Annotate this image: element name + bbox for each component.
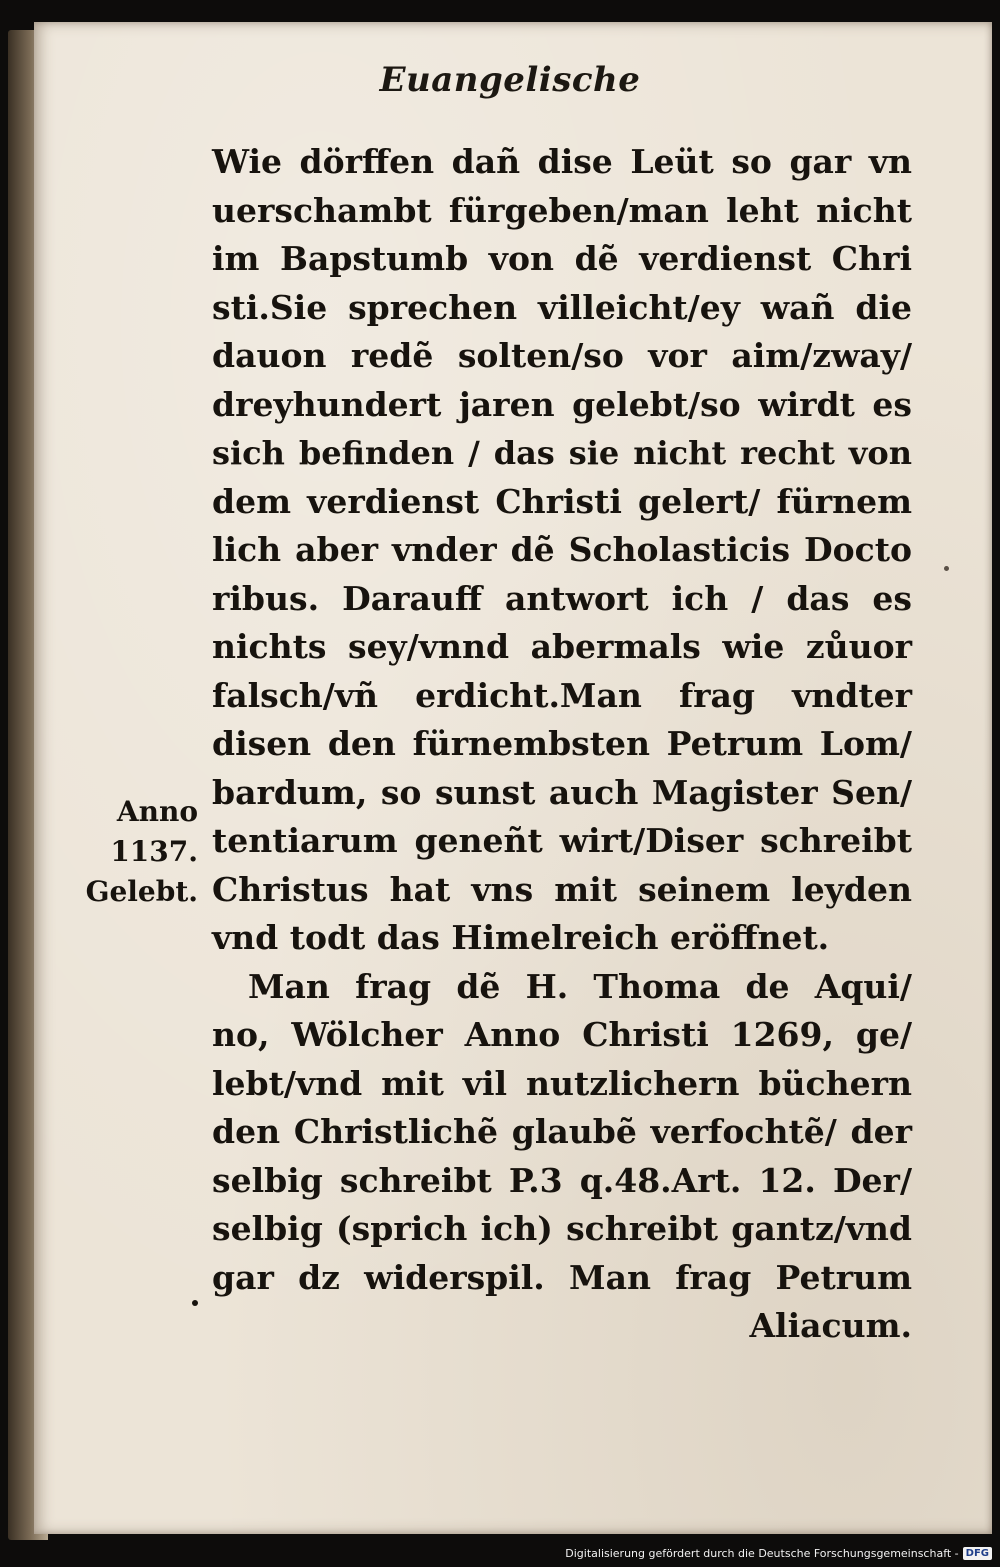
text-line: den Christlichẽ glaubẽ verfochtẽ/ der — [212, 1112, 912, 1151]
text-line: sti.Sie sprechen villeicht/ey wañ die — [212, 287, 912, 327]
margin-note — [66, 792, 198, 912]
text-line: selbig (sprich ich) schreibt gantz/vnd — [212, 1209, 912, 1248]
text-line: lich aber vnder dẽ Scholasticis Docto — [212, 530, 912, 569]
ink-speck — [944, 566, 949, 571]
text-line: gar dz widerspil. Man frag Petrum — [212, 1257, 912, 1297]
text-line: no, Wölcher Anno Christi 1269, ge/ — [212, 1015, 912, 1054]
text-line: falsch/vñ erdicht.Man frag vndter — [212, 675, 912, 715]
margin-note-line: Anno — [116, 795, 198, 828]
text-line: vnd todt das Himelreich eröffnet. — [212, 918, 830, 957]
text-line: dem verdienst Christi gelert/ fürnem — [212, 481, 912, 521]
text-line: uerschambt fürgeben/man leht nicht — [212, 190, 912, 230]
text-line: ribus. Darauff antwort ich / das es — [212, 578, 912, 618]
text-line: dauon redẽ solten/so vor aim/zway/ — [212, 336, 912, 375]
margin-note-line: 1137. — [110, 835, 198, 868]
text-line: Christus hat vns mit seinem leyden — [212, 869, 912, 909]
text-line: nichts sey/vnnd abermals wie zůuor — [212, 627, 912, 666]
text-line: Wie dörffen dañ dise Leüt so gar vn — [212, 142, 912, 181]
text-line: sich befinden / das sie nicht recht von — [212, 434, 912, 472]
text-line: selbig schreibt P.3 q.48.Art. 12. Der/ — [212, 1160, 912, 1200]
text-line: lebt/vnd mit vil nutzlichern büchern — [212, 1063, 912, 1103]
text-line: bardum, so sunst auch Magister Sen/ — [212, 772, 912, 812]
dfg-logo-icon: DFG — [963, 1547, 992, 1560]
text-line: disen den fürnembsten Petrum Lom/ — [212, 724, 912, 763]
margin-dot-mark — [192, 1300, 198, 1306]
body-text — [212, 138, 912, 1351]
text-line: dreyhundert jaren gelebt/so wirdt es — [212, 384, 912, 424]
running-head: Euangelische — [379, 60, 641, 100]
catchword: Aliacum. — [749, 1306, 912, 1345]
text-line: Man frag dẽ H. Thoma de Aqui/ — [248, 966, 912, 1006]
footer-credit: Digitalisierung gefördert durch die Deutsche Forschungsgemeinschaft - — [565, 1546, 959, 1560]
text-line: im Bapstumb von dẽ verdienst Chri — [212, 239, 912, 278]
digitization-footer — [565, 1543, 992, 1563]
text-line: tentiarum geneñt wirt/Diser schreibt — [212, 821, 912, 860]
margin-note-line: Gelebt. — [85, 875, 198, 908]
